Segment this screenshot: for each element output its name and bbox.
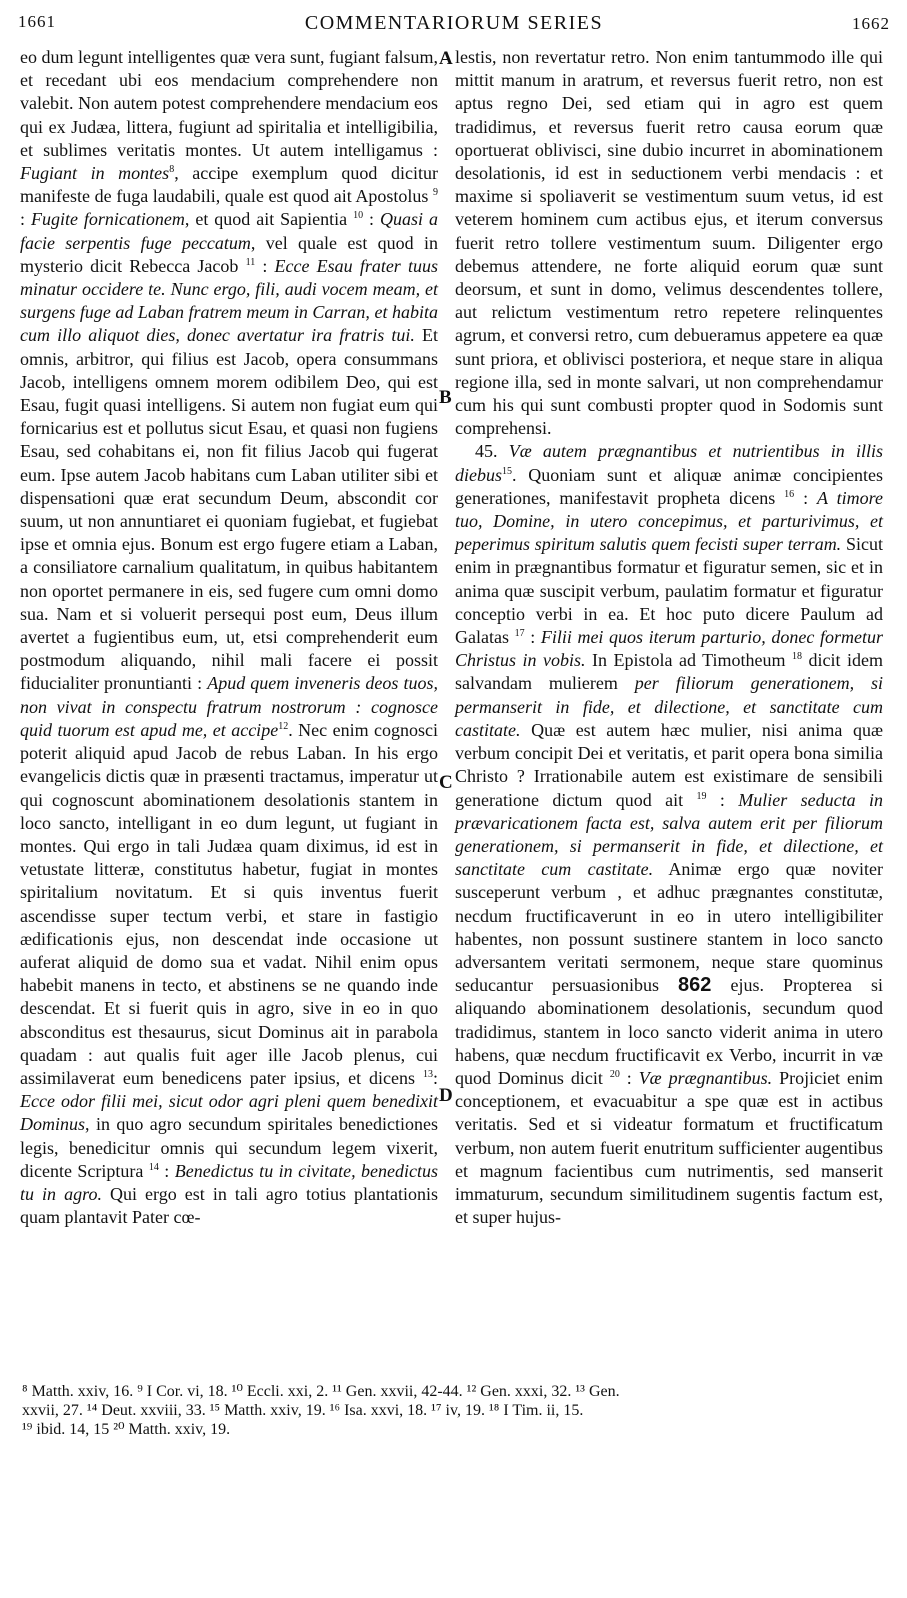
footnote-line: ¹⁹ ibid. 14, 15 ²⁰ Matth. xxiv, 19.: [22, 1421, 231, 1438]
section-number: 45.: [475, 441, 498, 462]
page-header: [18, 12, 890, 42]
footnote-line: xxvii, 27. ¹⁴ Deut. xxviii, 33. ¹⁵ Matth. xxiv, 19. ¹⁶ Isa. xxvi, 18. ¹⁷ iv, 19. ¹⁸ I Tim. ii, 15.: [22, 1402, 584, 1419]
left-column: [20, 46, 438, 1229]
column-number: 862: [678, 974, 712, 997]
paragraph-right-continued: lestis, non revertatur retro. Non enim tantummodo ille qui mittit manum in aratrum, et reversus fuerit retro, non est aptus regno Dei, sed etiam qui in agro est quem tradidimus, et reversus fuerit retro causa eorum quæ oportuerat oblivisci, sine dubio incurret in abominationem desolationis, id est in seductionem verbi mendacis : et maxime si spoliaverit se vestimentum suum vetus, id est veterem hominem cum actibus ejus, et iterum conversus fuerit retro tollere vestimentum suum. Diligenter ergo debemus attendere, ne forte aliquid eorum quæ sunt deorsum, et sunt in domo, velimus descendentes tollere, aut relictum vestimentum retro repetere relinquentes agrum, et conversi retro, cum debueramus appetere ea quæ sunt priora, et oblivisci posteriora, et neque stare in aliqua regione illa, sed in monte salvari, ut non comprehendamur cum his qui sunt combusti propter quod in Sodomis sunt comprehensi.: [455, 47, 883, 439]
running-title: COMMENTARIORUM SERIES: [304, 12, 604, 34]
right-column: [455, 46, 883, 1229]
column-marker-b: B: [439, 387, 452, 408]
paragraph-left: eo dum legunt intelligentes quæ vera sunt, fugiant falsum, et recedant ubi eos mendacium comprehendere non valebit. Non autem potest comprehendere mendacium eos qui ex Judæa, littera, fugiunt ad spiritalia et intelligibilia, et sublimes veritatis montes. Ut autem intelligamus : Fugiant in montes$^8$, accipe exemplum quod dicitur manifeste de fuga laudabili, quale est quod ait Apostolus $^9$ : Fugite fornicationem, et quod ait Sapientia $^{10}$ : Quasi a facie serpentis fuge peccatum, vel quale est quod in mysterio dicit Rebecca Jacob $^{11}$ : Ecce Esau frater tuus minatur occidere te. Nunc ergo, fili, audi vocem meam, et surgens fuge ad Laban fratrem meum in Carran, et habita cum illo aliquot dies, donec avertatur ira fratris tui. Et omnis, arbitror, qui filius est Jacob, opera consummans Jacob, intelligens omnem morem odibilem Deo, qui est Esau, fugit quasi intelligens. Si autem non fugiat eum qui fornicarius est et pollutus sicut Esau, et quasi non fugiens Esau, sed cohabitans ei, non fit filius Jacob qui fugerat eum. Ipse autem Jacob habitans cum Laban utiliter sibi et dispensationi quæ erat secundum Deum, abscondit cor suum, ut non annuntiaret ei quoniam fugiebat, et fugiebat ipse et omnia ejus. Bonum est ergo fugere etiam a Laban, a consiliatore carnalium qualitatum, in quibus habitantem non oportet permanere in eis, sed fugere cum omni domo sua. Nam et si voluerit persequi post eum, Deus illum avertet a fugientibus eum, ut, etsi comprehenderit eum postmodum aliquando, nihil mali facere ei possit fiducialiter pronuntianti : Apud quem inveneris deos tuos, non vivat in conspectu fratrum nostrorum : cognosce quid tuorum est apud me, et accipe$^{12}$. Nec enim cognosci poterit aliquid apud Jacob de rebus Laban. In his ergo evangelicis dictis quæ in præsenti tractamus, imperatur ut qui cognoscunt abominationem desolationis stantem in loco sancto, intelligant in eo dum legunt, ut fugiant in montes. Qui ergo in tali Judæa quam diximus, id est in vetustate litteræ, constitutus habetur, fugiat in montes spiritalium novitatum. Et si quis inventus fuerit ascendisse super tectum verbi, et stare in fastigio ædificationis ejus, non descendat inde occasione ut auferat aliquid de domo sua et vadat. Nihil enim opus habebit manens in tecto, et abstinens se ne quando inde descendat. Et si fuerit quis in agro, sive in eo in quo absconditus est thesaurus, sicut Dominus ait in parabola quadam : aut qualis fuit ager ille Jacob plenus, cui assimilaverat eum benedicens pater ipsius, et dicens $^{13}$: Ecce odor filii mei, sicut odor agri pleni quem benedixit Dominus, in quo agro secundum spiritales benedictiones legis, benedicitur omnis qui secundum legem vixerit, dicente Scriptura $^{14}$ : Benedictus tu in civitate, benedictus tu in agro. Qui ergo est in tali agro totius plantationis quam plantavit Pater cœ-: [20, 47, 439, 1228]
column-marker-c: C: [439, 772, 453, 793]
page-number-right: 1662: [852, 14, 890, 33]
footnote-line: ⁸ Matth. xxiv, 16. ⁹ I Cor. vi, 18. ¹⁰ Eccli. xxi, 2. ¹¹ Gen. xxvii, 42-44. ¹² Gen. xxxi, 32. ¹³ Gen.: [22, 1383, 620, 1400]
paragraph-45: 45. Væ autem prægnantibus et nutrientibus in illis diebus$^{15}$. Quoniam sunt et aliquæ animæ concipientes generationes, manifestavit propheta dicens $^{16}$ : A timore tuo, Domine, in utero concepimus, et parturivimus, et peperimus spiritum salutis quem fecisti super terram. Sicut enim in prægnantibus formatur et figuratur semen, sic et in anima quæ suscipit verbum, paulatim formatur et figuratur conceptio verbi in ea. Et hoc puto dicere Paulum ad Galatas $^{17}$ : Filii mei quos iterum parturio, donec formetur Christus in vobis. In Epistola ad Timotheum $^{18}$ dicit idem salvandam mulierem per filiorum generationem, si permanserit in fide, et dilectione, et sanctitate cum castitate. Quæ est autem hæc mulier, nisi anima quæ verbum concipit Dei et veritatis, et parit opera bona similia Christo ? Irrationabile autem est existimare de sensibili generatione dictum quod ait $^{19}$ : Mulier seducta in prævaricationem facta est, salva autem erit per filiorum generationem, si permanserit in fide, et dilectione, et sanctitate cum castitate. Animæ ergo quæ noviter susceperunt verbum , et adhuc prægnantes constitutæ, necdum fructificaverunt in eo in utero intelligibiliter habentes, non possunt sustinere stantem in loco sancto adversantem veritati sermonem, neque stare quominus seducantur persuasionibus 862 ejus. Propterea si aliquando abominationem desolationis, secundum quod tradidimus, stantem in loco sancto viderit anima in utero habens, quæ necdum fructificavit ex Verbo, incurrit in væ quod Dominus dicit $^{20}$ : Væ prægnantibus. Projiciet enim conceptionem, et evacuabitur a spe quæ est in actibus veritatis. Sed et si videatur formatum et fructificatum verbum, non autem fuerit enutritum sufficienter augentibus et magnum facientibus cum nutrimentis, sed manserit immaturum, secundum similitudinem sugentis factum est, et super hujus-: [455, 441, 884, 1228]
footnotes: [22, 1382, 884, 1439]
column-marker-a: A: [439, 48, 453, 69]
column-marker-d: D: [439, 1085, 453, 1106]
page-number-left: 1661: [18, 12, 56, 31]
